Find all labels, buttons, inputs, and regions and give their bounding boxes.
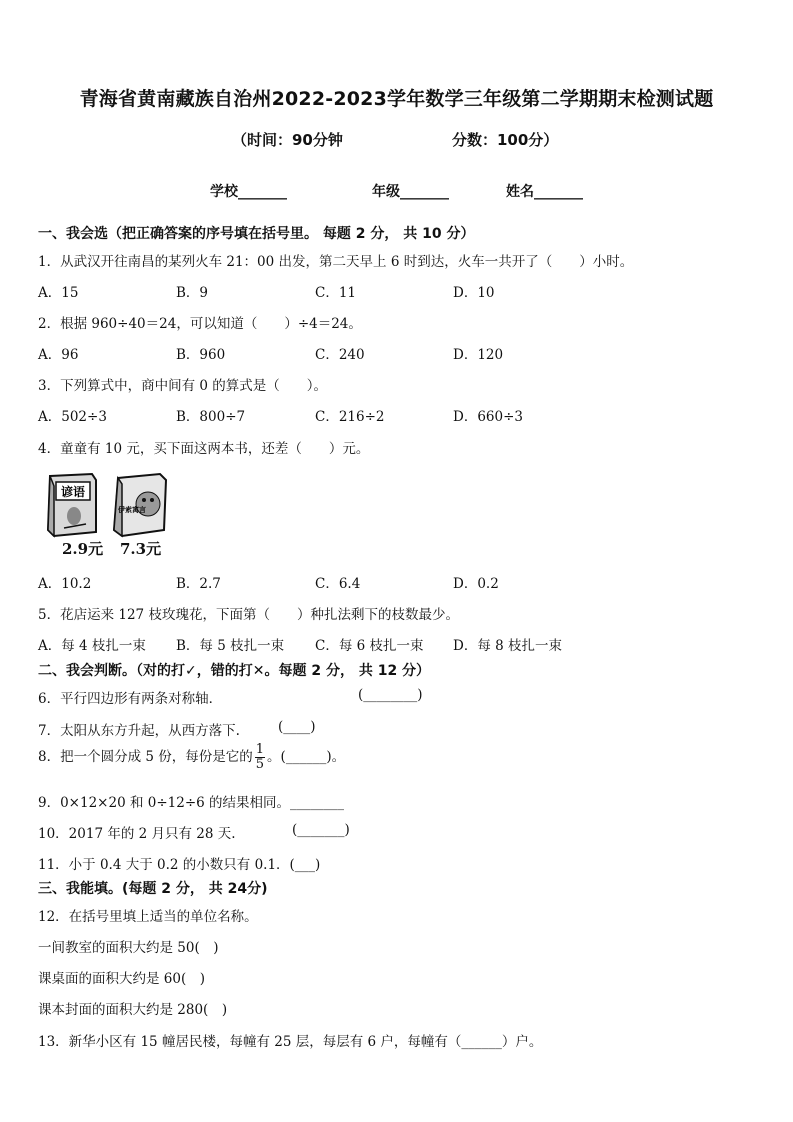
q12-classroom: 一间教室的面积大约是 50( ): [38, 940, 219, 956]
q8-text: 8．把一个圆分成 5 份，每份是它的: [38, 749, 253, 765]
q2-option-d: D．120: [453, 347, 504, 363]
book-proverbs-image: [44, 472, 100, 544]
exam-score: 分数：100分）: [452, 131, 559, 149]
name-field: 姓名_______: [506, 184, 583, 200]
q1-option-b: B．9: [176, 285, 209, 301]
question-3: 3．下列算式中，商中间有 0 的算式是（ ）。: [38, 378, 328, 394]
question-10: 10．2017 年的 2 月只有 28 天.: [38, 826, 236, 842]
q3-option-a: A．502÷3: [38, 409, 107, 425]
fraction-denominator: 5: [255, 757, 265, 772]
question-2: 2．根据 960÷40＝24，可以知道（ ）÷4＝24。: [38, 316, 362, 332]
page-title: 青海省黄南藏族自治州2022-2023学年数学三年级第二学期期末检测试题: [79, 88, 714, 110]
question-5: 5．花店运来 127 枝玫瑰花，下面第（ ）种扎法剩下的枝数最少。: [38, 607, 459, 623]
q4-option-c: C．6.4: [315, 576, 361, 592]
school-field: 学校_______: [210, 184, 287, 200]
question-6: 6．平行四边形有两条对称轴．: [38, 691, 223, 707]
q1-option-a: A．15: [38, 285, 79, 301]
aesop-book-icon: [110, 472, 170, 540]
q12-desk: 课桌面的面积大约是 60( ): [38, 971, 206, 987]
question-9: 9．0×12×20 和 0÷12÷6 的结果相同。________: [38, 795, 345, 811]
question-8: [38, 743, 345, 772]
q10-answer-blank[interactable]: (_______): [292, 822, 350, 838]
q6-answer-blank[interactable]: (________): [358, 687, 423, 703]
q5-option-c: C．每 6 枝扎一束: [315, 638, 424, 654]
q5-option-d: D．每 8 枝扎一束: [453, 638, 562, 654]
q2-option-c: C．240: [315, 347, 365, 363]
q12-book-cover: 课本封面的面积大约是 280( ): [38, 1002, 228, 1018]
q5-option-a: A．每 4 枝扎一束: [38, 638, 146, 654]
q2-option-b: B．960: [176, 347, 226, 363]
proverbs-book-icon: [44, 472, 100, 540]
fraction-numerator: 1: [255, 742, 265, 757]
proverbs-price: 2.9元: [62, 540, 104, 558]
question-11: 11．小于 0.4 大于 0.2 的小数只有 0.1．(___): [38, 857, 321, 873]
q7-answer-blank[interactable]: (____): [278, 719, 316, 735]
section3-heading: 三、我能填。(每题 2 分， 共 24分): [38, 881, 268, 897]
q3-option-d: D．660÷3: [453, 409, 523, 425]
question-12: 12．在括号里填上适当的单位名称。: [38, 909, 258, 925]
question-7: 7．太阳从东方升起，从西方落下.: [38, 723, 240, 739]
q8-answer-blank[interactable]: 。(______)。: [267, 749, 346, 765]
section1-heading: 一、我会选（把正确答案的序号填在括号里。 每题 2 分， 共 10 分）: [38, 226, 475, 242]
q3-option-b: B．800÷7: [176, 409, 246, 425]
q1-option-d: D．10: [453, 285, 495, 301]
aesop-price: 7.3元: [120, 540, 162, 558]
q5-option-b: B．每 5 枝扎一束: [176, 638, 285, 654]
exam-time: （时间：90分钟: [232, 131, 343, 149]
fraction-one-fifth: [255, 743, 265, 772]
q1-option-c: C．11: [315, 285, 357, 301]
proverbs-cover-title: 谚语: [60, 485, 86, 499]
q3-option-c: C．216÷2: [315, 409, 385, 425]
aesop-cover-title: 伊索寓言: [118, 506, 146, 514]
question-13: 13．新华小区有 15 幢居民楼，每幢有 25 层，每层有 6 户，每幢有（______）户。: [38, 1034, 543, 1050]
question-4: 4．童童有 10 元，买下面这两本书，还差（ ）元。: [38, 441, 370, 457]
q2-option-a: A．96: [38, 347, 79, 363]
q4-option-a: A．10.2: [38, 576, 92, 592]
book-aesop-image: [110, 472, 170, 544]
section2-heading: 二、我会判断。（对的打✓，错的打✕。每题 2 分， 共 12 分）: [38, 663, 431, 679]
q4-option-b: B．2.7: [176, 576, 221, 592]
grade-field: 年级_______: [372, 184, 449, 200]
question-1: 1．从武汉开往南昌的某列火车 21：00 出发，第二天早上 6 时到达，火车一共开了（ ）小时。: [38, 254, 634, 270]
q4-option-d: D．0.2: [453, 576, 499, 592]
